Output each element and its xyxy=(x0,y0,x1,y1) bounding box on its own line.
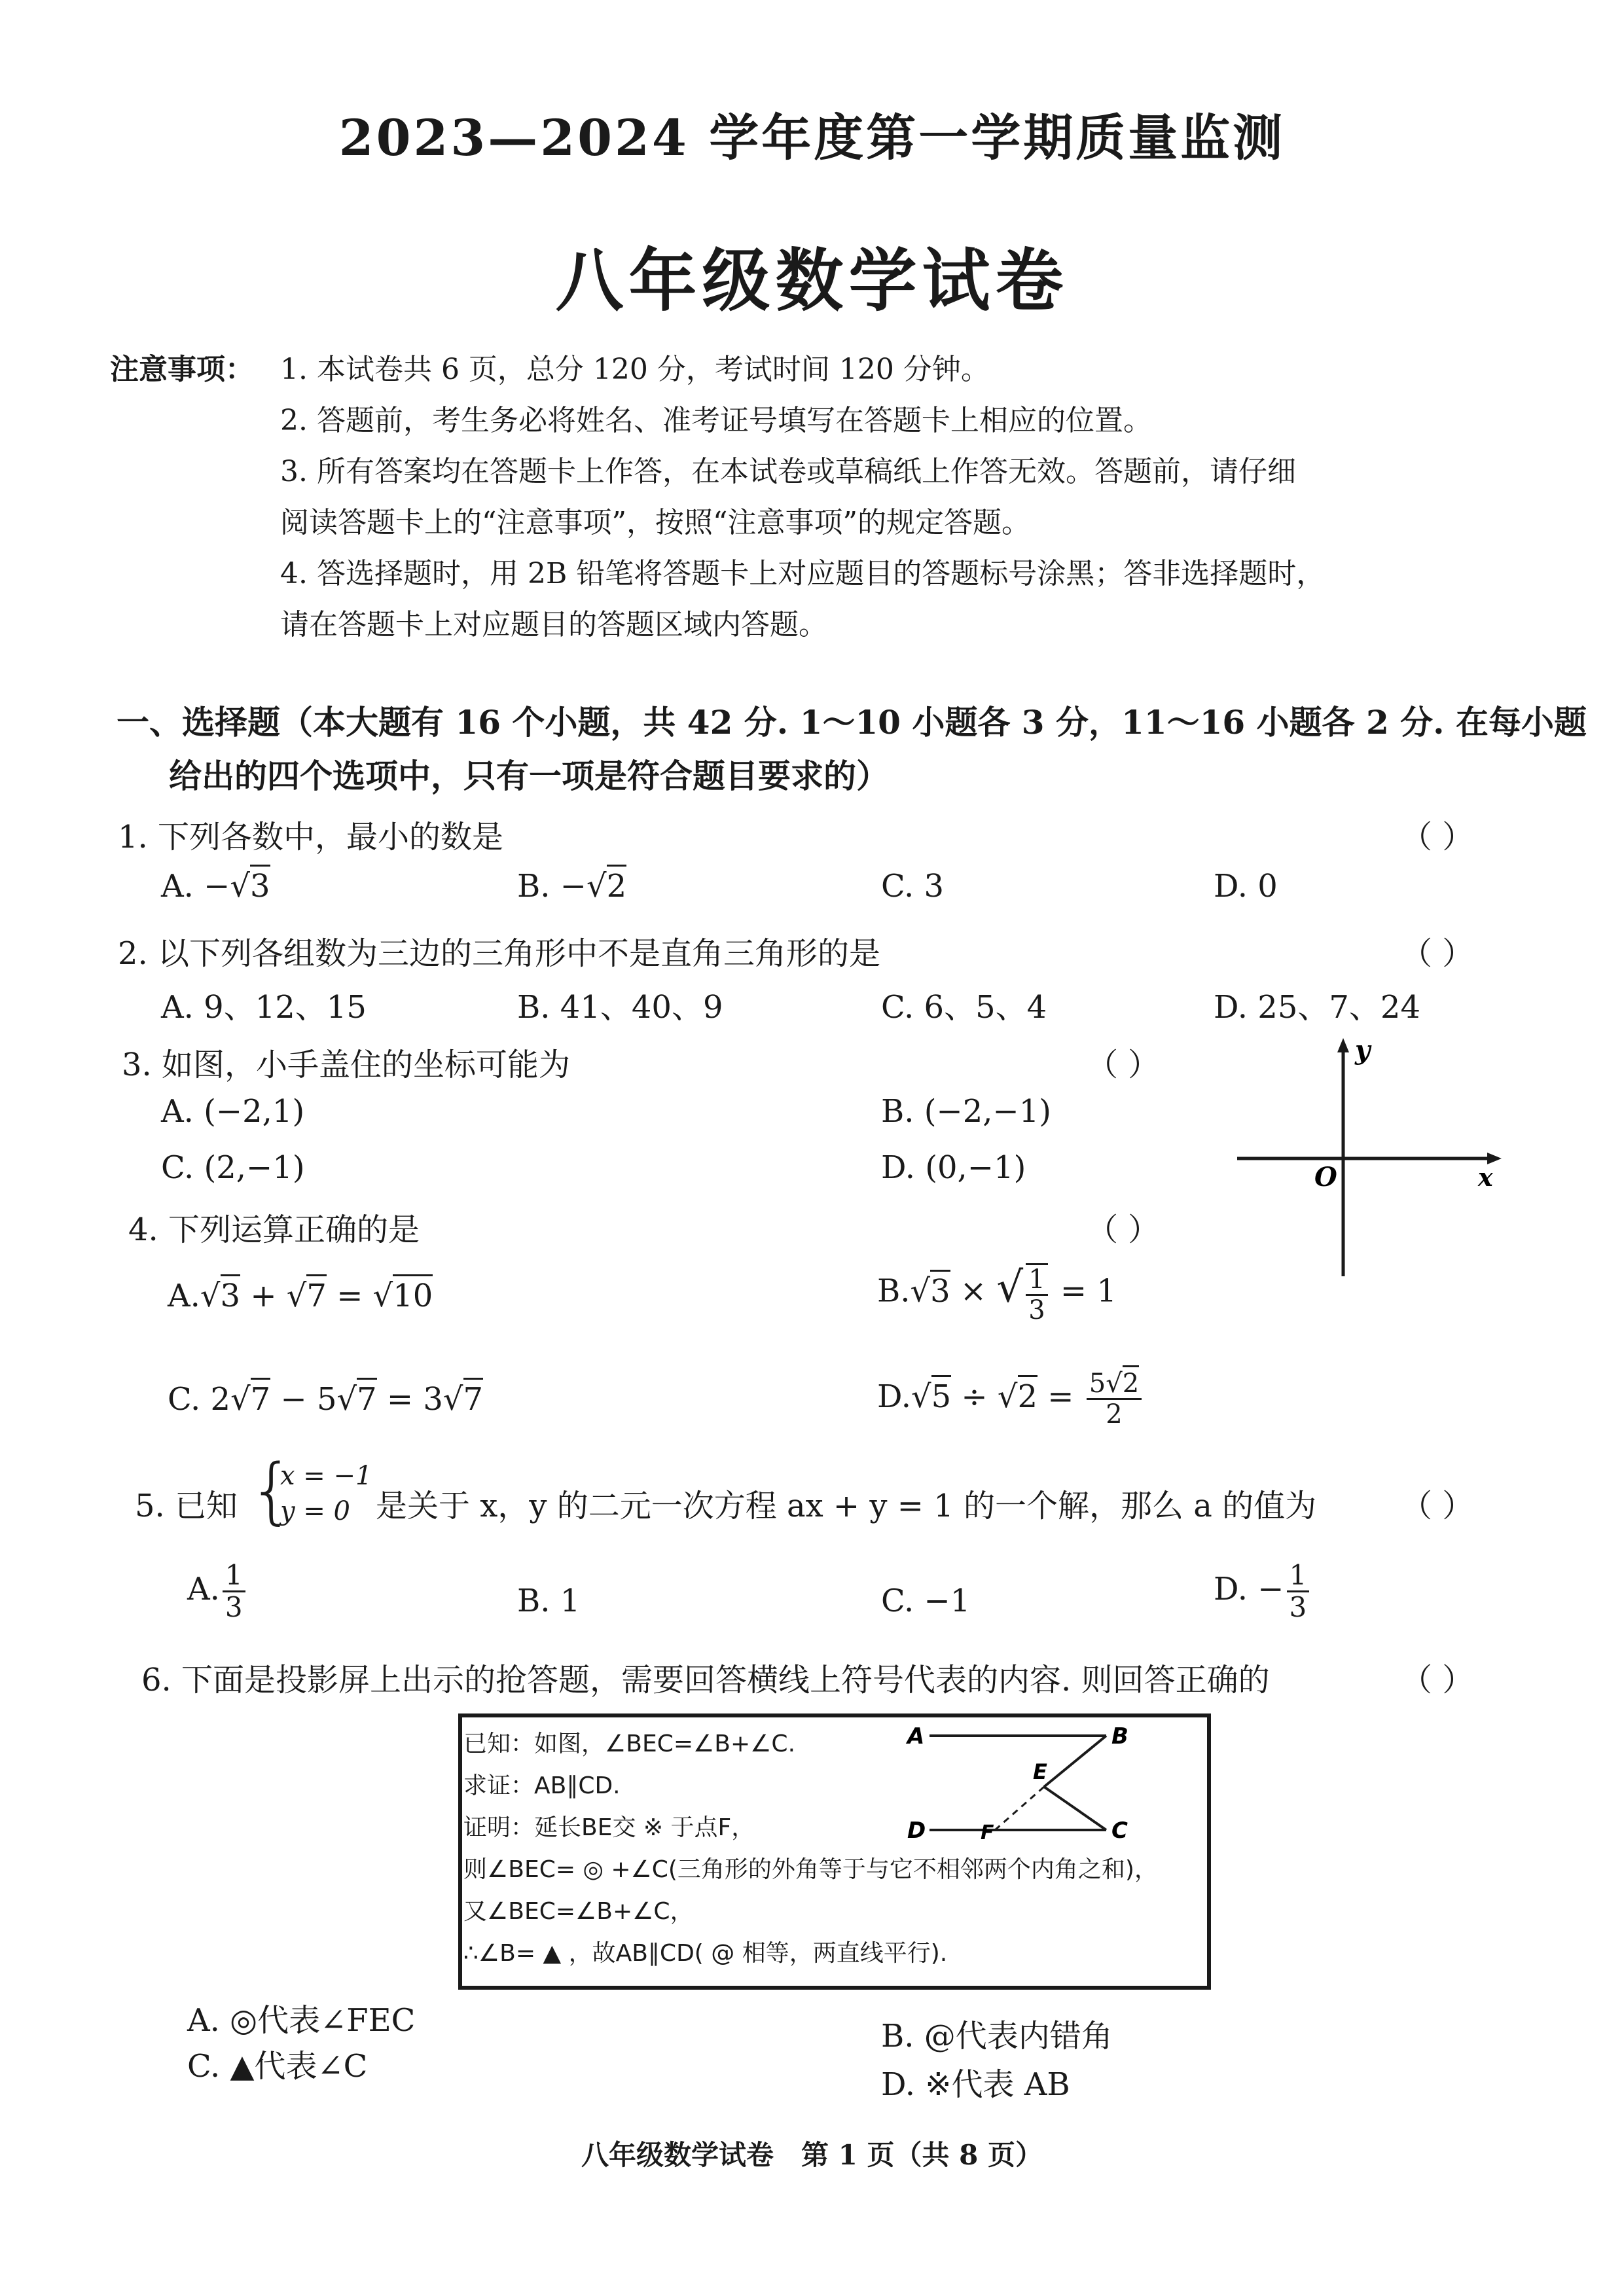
origin-label: O xyxy=(1314,1162,1337,1193)
q1-option-d[interactable]: D. 0 xyxy=(1214,868,1278,905)
q2-option-b[interactable]: B. 41、40、9 xyxy=(517,989,723,1026)
q5-stem-prefix: 5. 已知 xyxy=(135,1488,238,1524)
q6-stem: 6. 下面是投影屏上出示的抢答题，需要回答横线上符号代表的内容. 则回答正确的 xyxy=(141,1662,1270,1698)
q6-answer-blank[interactable]: （ ） xyxy=(1401,1662,1474,1698)
q6-option-d[interactable]: D. ※代表 AB xyxy=(881,2066,1070,2103)
q4-option-b[interactable]: B.√3 × √ $\frac{1}{3}$ = 1 xyxy=(877,1263,1117,1325)
page-footer: 八年级数学试卷 第 1 页（共 8 页） xyxy=(581,2139,1043,2171)
paper-title: 八年级数学试卷 xyxy=(555,240,1069,321)
q3-stem: 3. 如图，小手盖住的坐标可能为 xyxy=(122,1047,571,1083)
notice-line-2: 2. 答题前，考生务必将姓名、准考证号填写在答题卡上相应的位置。 xyxy=(280,404,1152,437)
notice-line-4: 阅读答题卡上的“注意事项”，按照“注意事项”的规定答题。 xyxy=(280,506,1030,539)
q3-option-d[interactable]: D. (0,−1) xyxy=(881,1149,1026,1186)
y-axis-label: y xyxy=(1355,1035,1371,1066)
q2-option-a[interactable]: A. 9、12、15 xyxy=(161,989,367,1026)
point-B-label: B xyxy=(1111,1723,1128,1749)
q5-answer-blank[interactable]: （ ） xyxy=(1401,1488,1474,1524)
q4-option-a[interactable]: A.√3 + √7 = √10 xyxy=(168,1278,433,1314)
segment-EC xyxy=(1044,1787,1106,1830)
section-heading-cont: 给出的四个选项中，只有一项是符合题目要求的） xyxy=(169,757,889,795)
q1-option-a[interactable]: A. −√3 xyxy=(161,868,270,905)
notice-line-1: 1. 本试卷共 6 页，总分 120 分，考试时间 120 分钟。 xyxy=(280,353,990,386)
q5-equation-1: x = −1 xyxy=(280,1461,372,1491)
q2-option-d[interactable]: D. 25、7、24 xyxy=(1214,989,1420,1026)
q3-option-a[interactable]: A. (−2,1) xyxy=(161,1093,305,1130)
q4-answer-blank[interactable]: （ ） xyxy=(1087,1211,1160,1248)
segment-BE xyxy=(1044,1736,1106,1787)
exam-header: 2023—2024 学年度第一学期质量监测 xyxy=(338,109,1286,167)
q5-option-d[interactable]: D. − $\frac{1}{3}$ xyxy=(1214,1562,1312,1621)
q5-stem: 是关于 x，y 的二元一次方程 ax + y = 1 的一个解，那么 a 的值为 xyxy=(376,1488,1317,1524)
q3-answer-blank[interactable]: （ ） xyxy=(1087,1047,1160,1083)
q3-coordinate-axes xyxy=(1231,1034,1506,1283)
q5-option-c[interactable]: C. −1 xyxy=(881,1583,971,1619)
point-A-label: A xyxy=(907,1723,925,1749)
q6-option-c[interactable]: C. ▲代表∠C xyxy=(187,2048,368,2085)
q2-answer-blank[interactable]: （ ） xyxy=(1401,935,1474,972)
notice-line-6: 请在答题卡上对应题目的答题区域内答题。 xyxy=(280,608,827,641)
notice-line-3: 3. 所有答案均在答题卡上作答，在本试卷或草稿纸上作答无效。答题前，请仔细 xyxy=(280,455,1296,488)
q1-option-c[interactable]: C. 3 xyxy=(881,868,945,905)
q6-proof-given: 已知：如图，∠BEC=∠B+∠C. xyxy=(463,1731,796,1757)
q3-option-c[interactable]: C. (2,−1) xyxy=(161,1149,305,1186)
q6-option-a[interactable]: A. ◎代表∠FEC xyxy=(187,2002,416,2039)
notice-line-5: 4. 答选择题时，用 2B 铅笔将答题卡上对应题目的答题标号涂黑；答非选择题时， xyxy=(280,557,1326,590)
q6-option-b[interactable]: B. @代表内错角 xyxy=(881,2018,1113,2054)
point-D-label: D xyxy=(907,1818,926,1839)
q5-option-a[interactable]: A. $\frac{1}{3}$ xyxy=(187,1562,248,1621)
q6-proof-step-1: 证明：延长BE交 ※ 于点F， xyxy=(463,1814,755,1841)
point-C-label: C xyxy=(1111,1818,1128,1839)
q4-option-d[interactable]: D.√5 ÷ √2 = $\frac{5√2}{2}$ xyxy=(877,1371,1144,1427)
q5-option-b[interactable]: B. 1 xyxy=(517,1583,581,1619)
point-F-label: F xyxy=(981,1821,994,1839)
q3-option-b[interactable]: B. (−2,−1) xyxy=(881,1093,1052,1130)
q5-system-brace: { xyxy=(249,1448,295,1532)
q5-system xyxy=(280,1458,372,1529)
q1-answer-blank[interactable]: （ ） xyxy=(1401,819,1474,855)
q4-stem: 4. 下列运算正确的是 xyxy=(128,1211,420,1248)
q6-proof-step-3: 又∠BEC=∠B+∠C， xyxy=(463,1898,694,1925)
q2-option-c[interactable]: C. 6、5、4 xyxy=(881,989,1047,1026)
segment-EF-extension xyxy=(995,1787,1044,1830)
notice-label: 注意事项： xyxy=(110,353,254,386)
point-E-label: E xyxy=(1033,1759,1047,1784)
q2-stem: 2. 以下列各组数为三边的三角形中不是直角三角形的是 xyxy=(118,935,881,972)
q1-stem: 1. 下列各数中，最小的数是 xyxy=(118,819,504,855)
q5-equation-2: y = 0 xyxy=(280,1496,350,1526)
q6-proof-step-2: 则∠BEC= ◎ +∠C(三角形的外角等于与它不相邻两个内角之和)， xyxy=(463,1856,1158,1883)
q6-proof-step-4: ∴∠B= ▲ ，故AB∥CD( @ 相等，两直线平行). xyxy=(463,1940,948,1967)
q4-option-c[interactable]: C. 2√7 − 5√7 = 3√7 xyxy=(168,1381,483,1418)
section-heading: 一、选择题（本大题有 16 个小题，共 42 分. 1～10 小题各 3 分，11～16 小题各 2 分. 在每小题 xyxy=(117,703,1587,742)
x-axis-label: x xyxy=(1478,1162,1493,1192)
y-axis-arrow xyxy=(1337,1038,1349,1052)
q6-figure xyxy=(903,1721,1178,1839)
q1-option-b[interactable]: B. −√2 xyxy=(517,868,626,905)
q6-proof-goal: 求证：AB∥CD. xyxy=(463,1772,621,1799)
